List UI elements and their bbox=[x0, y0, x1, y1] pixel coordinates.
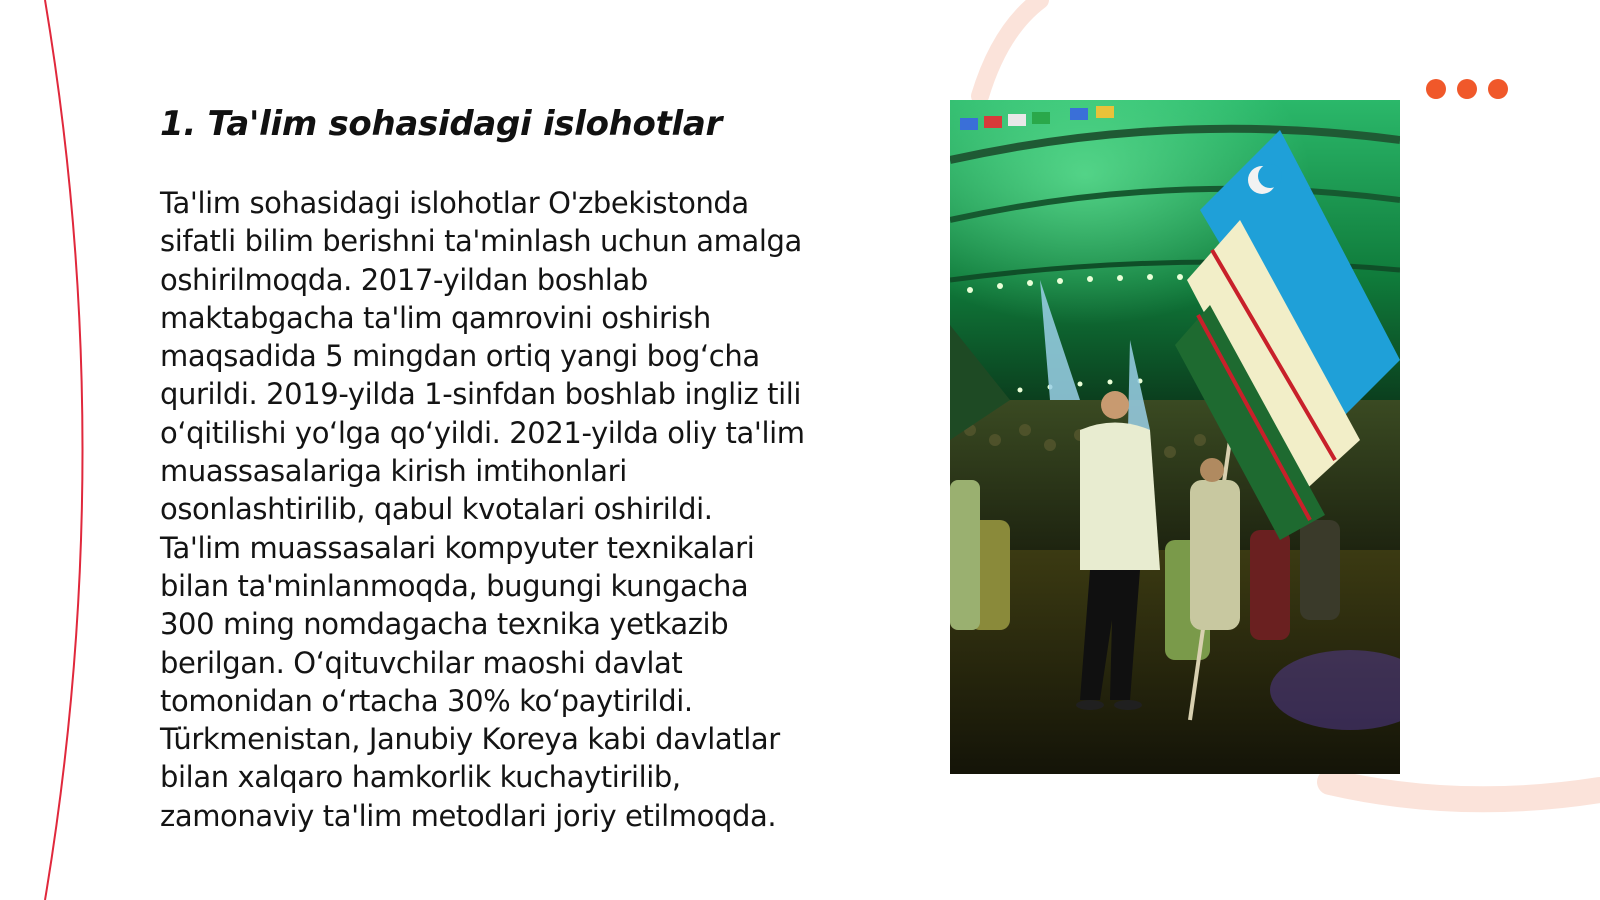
paragraph-line: bilan ta'minlanmoqda, bugungi kungacha bbox=[160, 568, 749, 603]
paragraph-line: bilan xalqaro hamkorlik kuchaytirilib, bbox=[160, 760, 681, 795]
paragraph-line: Ta'lim muassasalari kompyuter texnikalari bbox=[160, 530, 755, 565]
paragraph-line: 300 ming nomdagacha texnika yetkazib bbox=[160, 607, 729, 642]
dot-icon bbox=[1426, 79, 1446, 99]
paragraph-line: oshirilmoqda. 2017-yildan boshlab bbox=[160, 262, 648, 297]
paragraph-line: tomonidan o‘rtacha 30% ko‘paytirildi. bbox=[160, 683, 693, 718]
parade-photo-illustration bbox=[950, 100, 1400, 774]
paragraph-line: zamonaviy ta'lim metodlari joriy etilmoqda. bbox=[160, 798, 777, 833]
paragraph-line: Türkmenistan, Janubiy Koreya kabi davlatlar bbox=[160, 722, 780, 757]
parade-photo bbox=[950, 100, 1400, 774]
slide-paragraph bbox=[160, 184, 860, 835]
paragraph-line: sifatli bilim berishni ta'minlash uchun amalga bbox=[160, 224, 802, 259]
paragraph-line: berilgan. O‘qituvchilar maoshi davlat bbox=[160, 645, 683, 680]
paragraph-line: qurildi. 2019-yilda 1-sinfdan boshlab ingliz tili bbox=[160, 377, 802, 412]
dot-icon bbox=[1457, 79, 1477, 99]
slide-title: 1. Ta'lim sohasidagi islohotlar bbox=[160, 104, 723, 144]
paragraph-line: osonlashtirilib, qabul kvotalari oshirildi. bbox=[160, 492, 713, 527]
paragraph-line: muassasalariga kirish imtihonlari bbox=[160, 454, 627, 489]
paragraph-line: Ta'lim sohasidagi islohotlar O'zbekistonda bbox=[160, 186, 749, 220]
paragraph-line: maktabgacha ta'lim qamrovini oshirish bbox=[160, 300, 711, 335]
paragraph-line: o‘qitilishi yo‘lga qo‘yildi. 2021-yilda oliy ta'lim bbox=[160, 415, 805, 450]
three-dots-icon[interactable] bbox=[1426, 79, 1508, 99]
dot-icon bbox=[1488, 79, 1508, 99]
paragraph-line: maqsadida 5 mingdan ortiq yangi bog‘cha bbox=[160, 339, 760, 374]
